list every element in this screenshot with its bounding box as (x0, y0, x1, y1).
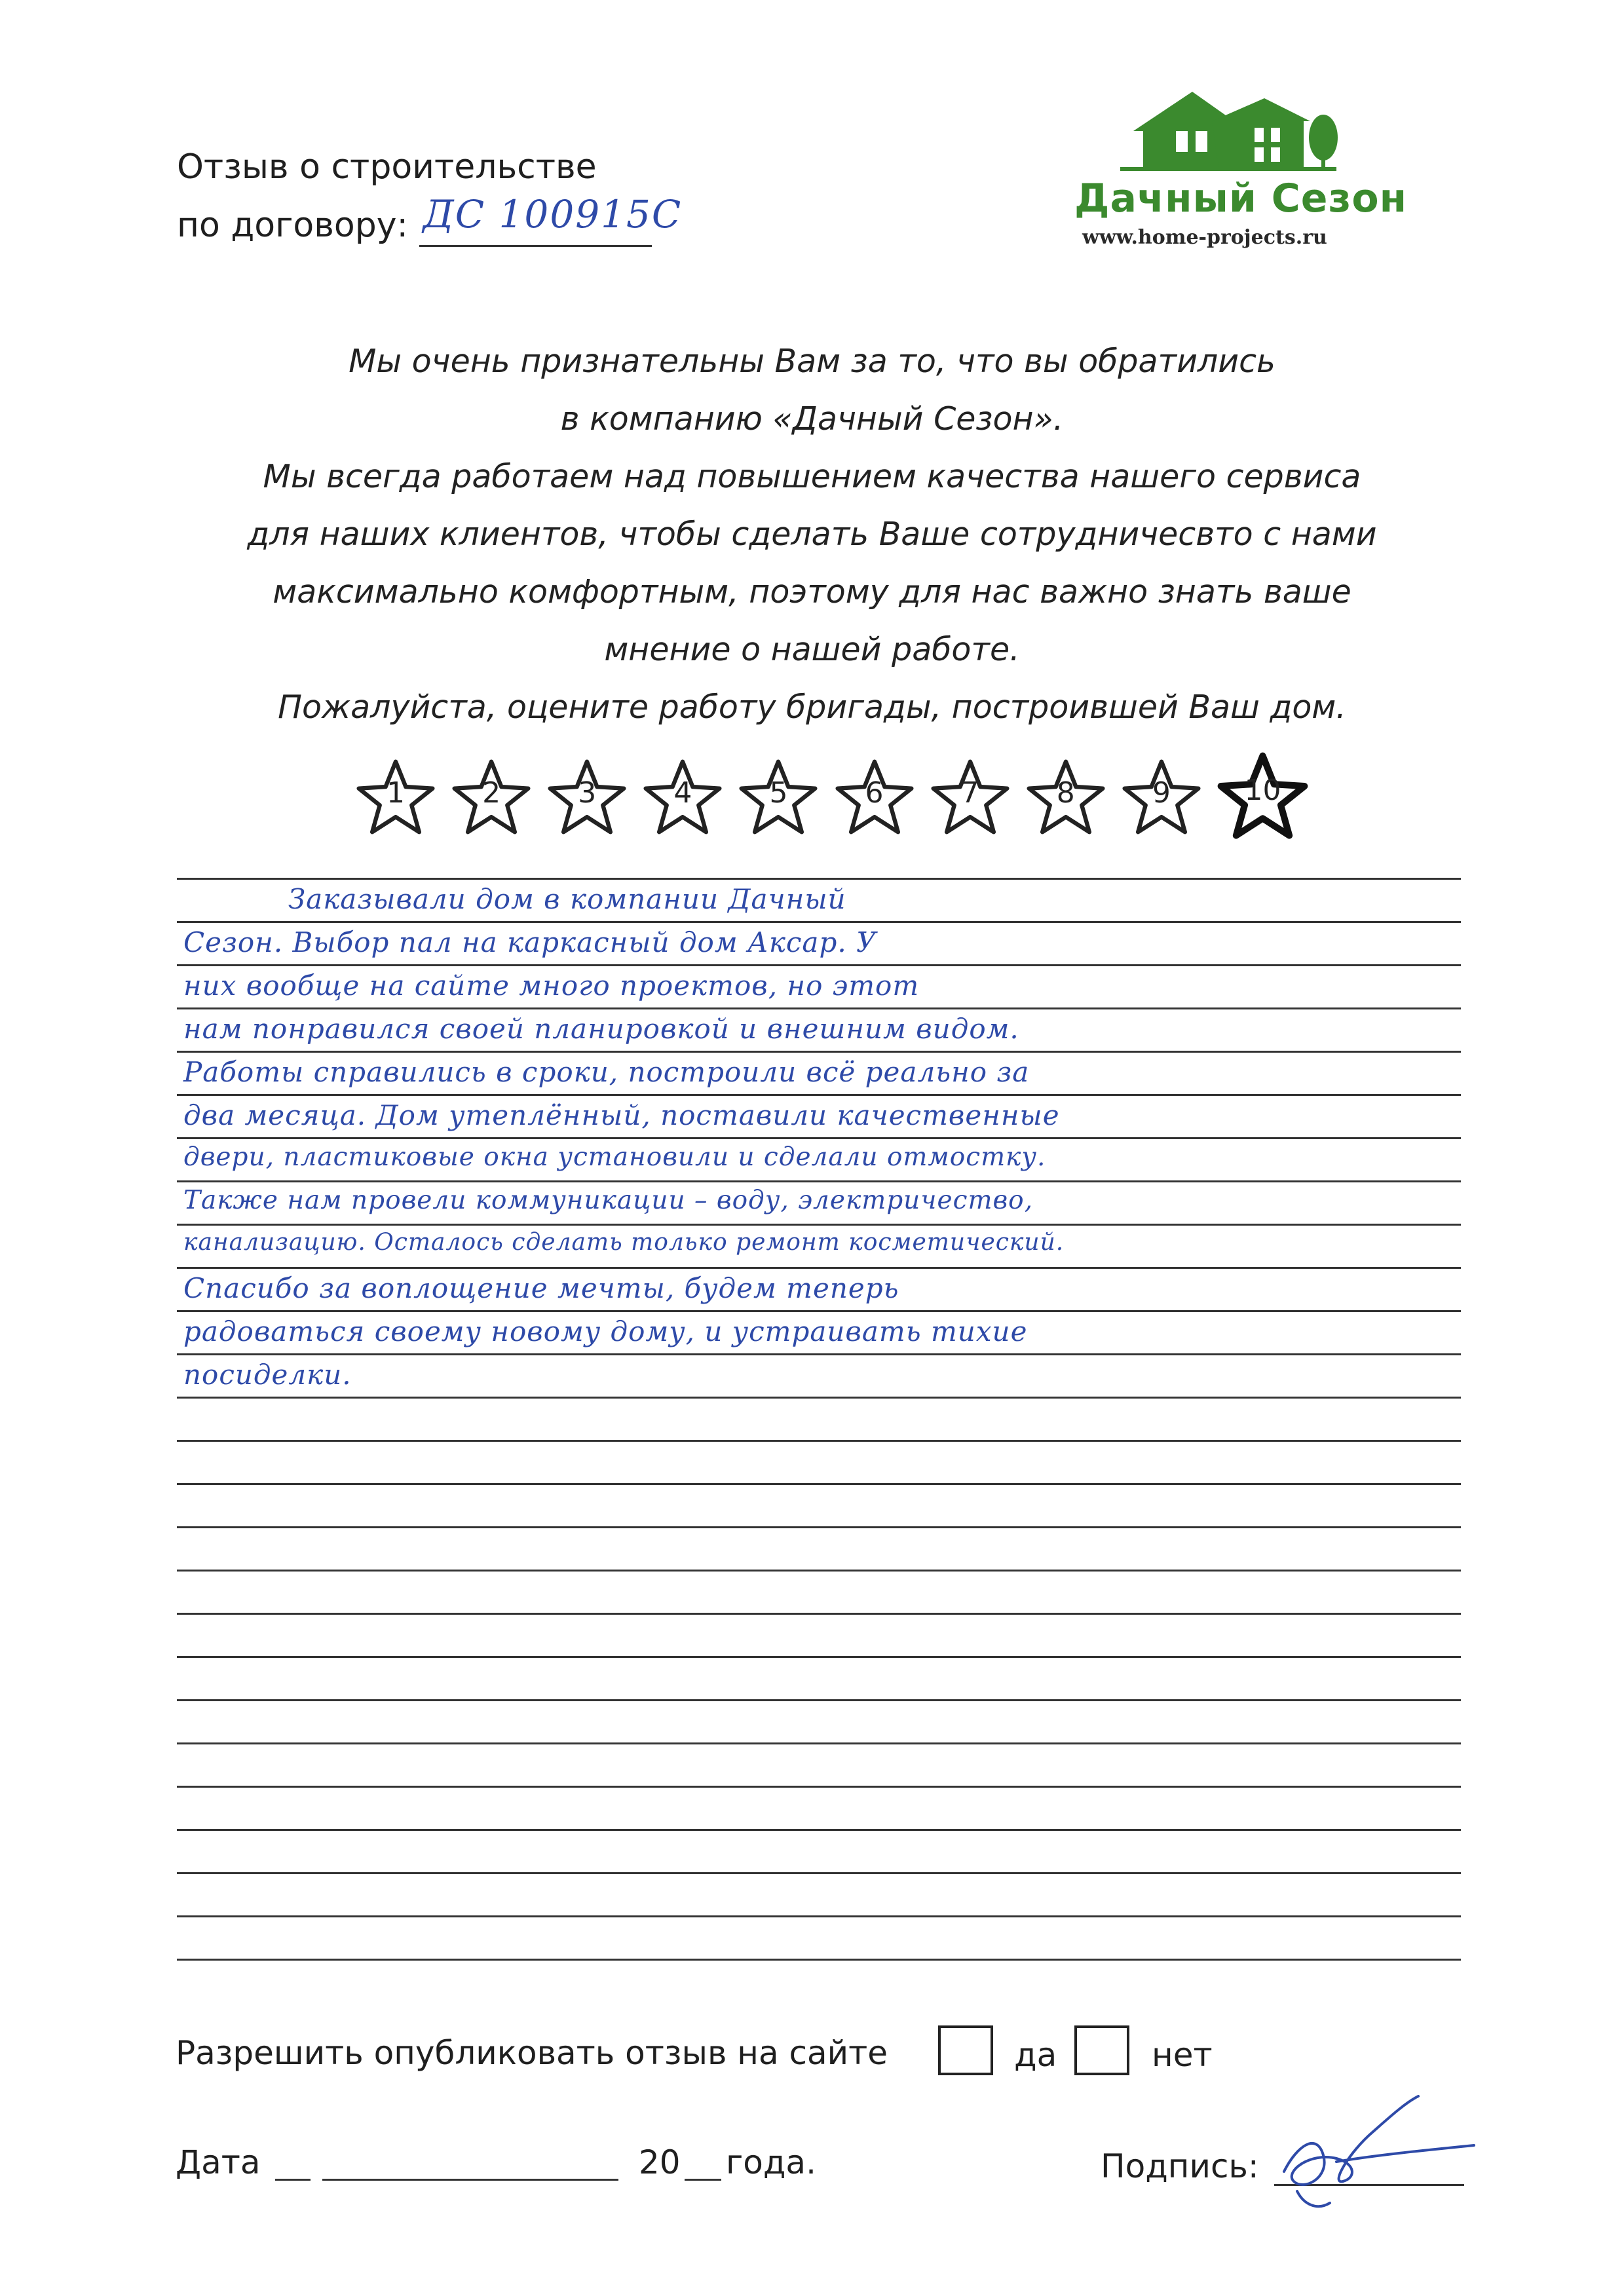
date-month-field[interactable] (322, 2179, 618, 2181)
review-line: Спасибо за воплощение мечты, будем теперь (183, 1272, 899, 1304)
ruled-line (177, 1483, 1461, 1485)
publish-yes-checkbox[interactable] (938, 2025, 993, 2075)
review-line: Сезон. Выбор пал на каркасный дом Аксар. У (183, 926, 877, 958)
rating-star-4[interactable] (641, 757, 725, 840)
star-number: 10 (1244, 774, 1281, 807)
rating-star-8[interactable] (1024, 757, 1108, 840)
intro-line: мнение о нашей работе. (604, 631, 1020, 668)
ruled-line (177, 1915, 1461, 1917)
star-rating (354, 757, 1310, 855)
intro-line: Мы всегда работаем над повышением качества нашего сервиса (263, 458, 1361, 495)
rating-star-5[interactable] (736, 757, 820, 840)
ruled-line (177, 1440, 1461, 1442)
contract-number-handwritten: ДС 100915С (423, 192, 683, 236)
publish-permission-label: Разрешить опубликовать отзыв на сайте (176, 2034, 888, 2072)
review-line: посиделки. (183, 1359, 352, 1391)
ruled-line (177, 1742, 1461, 1744)
ruled-line (177, 964, 1461, 966)
form-title-line1: Отзыв о строительстве (177, 147, 597, 187)
intro-line: максимально комфортным, поэтому для нас важно знать ваше (273, 573, 1351, 611)
publish-yes-label: да (1014, 2036, 1057, 2074)
date-year-suffix: года. (726, 2143, 816, 2181)
review-line: радоваться своему новому дому, и устраивать тихие (183, 1315, 1028, 1347)
contract-number-field[interactable] (419, 192, 683, 247)
review-line: двери, пластиковые окна установили и сделали отмостку. (183, 1142, 1046, 1172)
form-title-line2 (177, 192, 683, 247)
star-number: 3 (578, 776, 597, 810)
review-line: Также нам провели коммуникации – воду, электричество, (183, 1186, 1034, 1215)
publish-no-label: нет (1152, 2036, 1213, 2074)
ruled-line (177, 1613, 1461, 1615)
ruled-line (177, 1397, 1461, 1399)
star-number: 6 (865, 776, 884, 810)
logo-company-name: Дачный Сезон (1074, 176, 1408, 221)
review-line: Заказывали дом в компании Дачный (288, 883, 846, 915)
date-year-prefix: 20 (639, 2143, 681, 2181)
ruled-line (177, 1353, 1461, 1355)
logo-url: www.home-projects.ru (1082, 226, 1327, 249)
ruled-line (177, 1051, 1461, 1053)
review-line: два месяца. Дом утеплённый, поставили качественные (183, 1099, 1060, 1131)
star-number: 8 (1056, 776, 1075, 810)
ruled-line (177, 1310, 1461, 1312)
star-number: 4 (673, 776, 692, 810)
date-day-field[interactable] (275, 2179, 311, 2181)
ruled-line (177, 1959, 1461, 1961)
rating-star-7[interactable] (928, 757, 1012, 840)
ruled-line (177, 1526, 1461, 1528)
rating-star-10-selected[interactable] (1215, 750, 1310, 845)
ruled-line (177, 1180, 1461, 1182)
publish-no-checkbox[interactable] (1074, 2025, 1129, 2075)
ruled-line (177, 921, 1461, 923)
signature-label: Подпись: (1101, 2147, 1259, 2185)
review-line: них вообще на сайте много проектов, но этот (183, 969, 920, 1002)
ruled-line (177, 1570, 1461, 1571)
ruled-line (177, 878, 1461, 880)
ruled-line (177, 1656, 1461, 1658)
ruled-line (177, 1829, 1461, 1831)
intro-line: Мы очень признательны Вам за то, что вы обратились (349, 343, 1275, 380)
star-number: 1 (387, 776, 405, 810)
ruled-line (177, 1699, 1461, 1701)
star-number: 5 (769, 776, 788, 810)
star-number: 7 (960, 776, 979, 810)
ruled-line (177, 1224, 1461, 1226)
star-number: 2 (482, 776, 501, 810)
review-line: нам понравился своей планировкой и внешним видом. (183, 1013, 1019, 1045)
contract-label: по договору: (177, 206, 409, 245)
ruled-line (177, 1786, 1461, 1788)
rating-star-2[interactable] (449, 757, 533, 840)
date-label: Дата (176, 2143, 261, 2181)
review-line: канализацию. Осталось сделать только ремонт косметический. (183, 1229, 1065, 1256)
date-year-field[interactable] (685, 2179, 721, 2181)
rating-star-9[interactable] (1120, 757, 1203, 840)
intro-line: Пожалуйста, оцените работу бригады, построившей Ваш дом. (278, 688, 1346, 726)
ruled-line (177, 1137, 1461, 1139)
ruled-line (177, 1267, 1461, 1269)
ruled-line (177, 1094, 1461, 1096)
review-line: Работы справились в сроки, построили всё реально за (183, 1056, 1030, 1088)
rating-star-6[interactable] (833, 757, 916, 840)
ruled-line (177, 1872, 1461, 1874)
intro-line: для наших клиентов, чтобы сделать Ваше сотрудничесвто с нами (247, 516, 1377, 553)
star-number: 9 (1152, 776, 1171, 810)
rating-star-3[interactable] (545, 757, 629, 840)
intro-text (0, 333, 1624, 736)
logo-house-icon (1114, 85, 1350, 177)
ruled-line (177, 1007, 1461, 1009)
intro-line: в компанию «Дачный Сезон». (560, 400, 1064, 438)
handwritten-signature (1258, 2093, 1481, 2224)
rating-star-1[interactable] (354, 757, 438, 840)
